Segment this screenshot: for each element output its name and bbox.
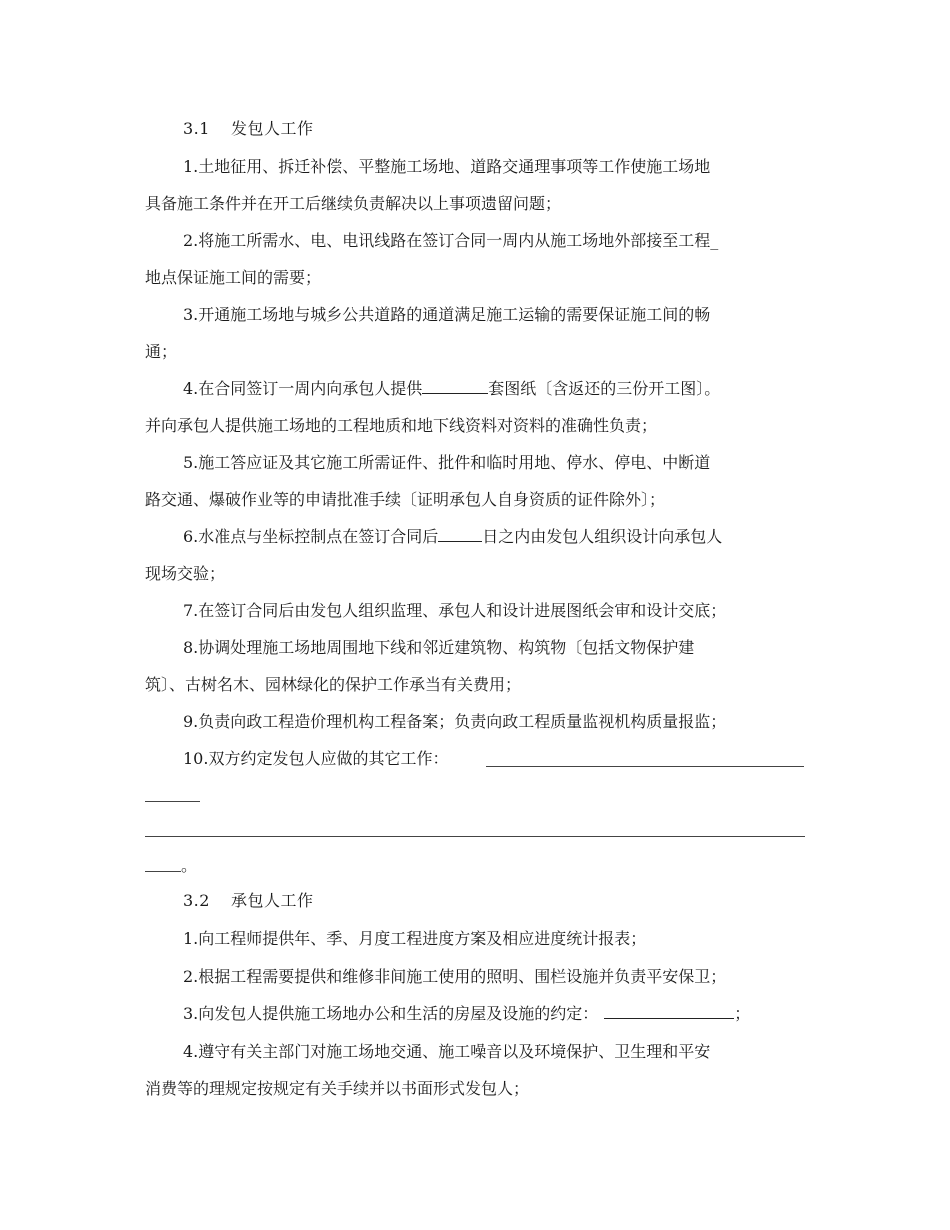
item-4-line-1	[183, 379, 720, 399]
item-4-text-post: 套图纸〔含返还的三份开工图〕。	[488, 379, 721, 398]
fill-in-blank	[422, 379, 488, 394]
fill-in-blank	[604, 1004, 734, 1019]
fill-in-line	[145, 801, 200, 802]
contractor-item-3	[183, 1004, 750, 1024]
item-4-text-pre: 4.在合同签订一周内向承包人提供	[183, 379, 423, 398]
item-9-line-1: 9.负责向政工程造价理机构工程备案；负责向政工程质量监视机构质量报监；	[183, 712, 727, 731]
fill-in-line	[145, 871, 181, 872]
item-7-line-1: 7.在签订合同后由发包人组织监理、承包人和设计进展图纸会审和设计交底；	[183, 601, 727, 620]
section-heading-3-2	[183, 891, 314, 911]
item-10-end-mark: 。	[181, 856, 198, 875]
contractor-item-3-text-post: ；	[734, 1004, 751, 1023]
section-title: 发包人工作	[231, 119, 314, 138]
contractor-item-3-text-pre: 3.向发包人提供施工场地办公和生活的房屋及设施的约定：	[183, 1004, 599, 1023]
item-10-line-1: 10.双方约定发包人应做的其它工作：	[183, 749, 449, 768]
item-2-line-1: 2.将施工所需水、电、电讯线路在签订合同一周内从施工场地外部接至工程_	[183, 231, 719, 250]
contractor-item-1: 1.向工程师提供年、季、月度工程进度方案及相应进度统计报表；	[183, 929, 647, 948]
item-3-line-2: 通；	[145, 342, 178, 361]
item-5-line-1: 5.施工答应证及其它施工所需证件、批件和临时用地、停水、停电、中断道	[183, 453, 711, 472]
section-number: 3.2	[183, 891, 210, 910]
section-heading-3-1	[183, 119, 314, 139]
item-6-text-pre: 6.水准点与坐标控制点在签订合同后	[183, 527, 439, 546]
fill-in-line	[486, 766, 804, 767]
item-8-line-1: 8.协调处理施工场地周围地下线和邻近建筑物、构筑物〔包括文物保护建	[183, 638, 695, 657]
item-1-line-2: 具备施工条件并在开工后继续负责解决以上事项遗留问题；	[145, 194, 562, 213]
contractor-item-4-line-1: 4.遵守有关主部门对施工场地交通、施工噪音以及环境保护、卫生理和平安	[183, 1042, 711, 1061]
item-4-line-2: 并向承包人提供施工场地的工程地质和地下线资料对资料的准确性负责；	[145, 416, 658, 435]
contractor-item-4-line-2: 消费等的理规定按规定有关手续并以书面形式发包人；	[145, 1079, 530, 1098]
item-1-line-1: 1.土地征用、拆迁补偿、平整施工场地、道路交通理事项等工作使施工场地	[183, 157, 711, 176]
section-title: 承包人工作	[231, 891, 314, 910]
item-5-line-2: 路交通、爆破作业等的申请批准手续〔证明承包人自身资质的证件除外〕；	[145, 490, 666, 509]
contractor-item-2: 2.根据工程需要提供和维修非间施工使用的照明、围栏设施并负责平安保卫；	[183, 967, 727, 986]
item-2-line-2: 地点保证施工间的需要；	[145, 268, 322, 287]
item-6-line-2: 现场交验；	[145, 564, 226, 583]
item-3-line-1: 3.开通施工场地与城乡公共道路的通道满足施工运输的需要保证施工间的畅	[183, 305, 711, 324]
item-6-text-post: 日之内由发包人组织设计向承包人	[482, 527, 723, 546]
fill-in-blank	[438, 527, 482, 542]
item-8-line-2: 筑〕、古树名木、园林绿化的保护工作承当有关费用；	[145, 675, 522, 694]
fill-in-line	[145, 836, 805, 837]
section-number: 3.1	[183, 119, 210, 138]
item-6-line-1	[183, 527, 722, 547]
